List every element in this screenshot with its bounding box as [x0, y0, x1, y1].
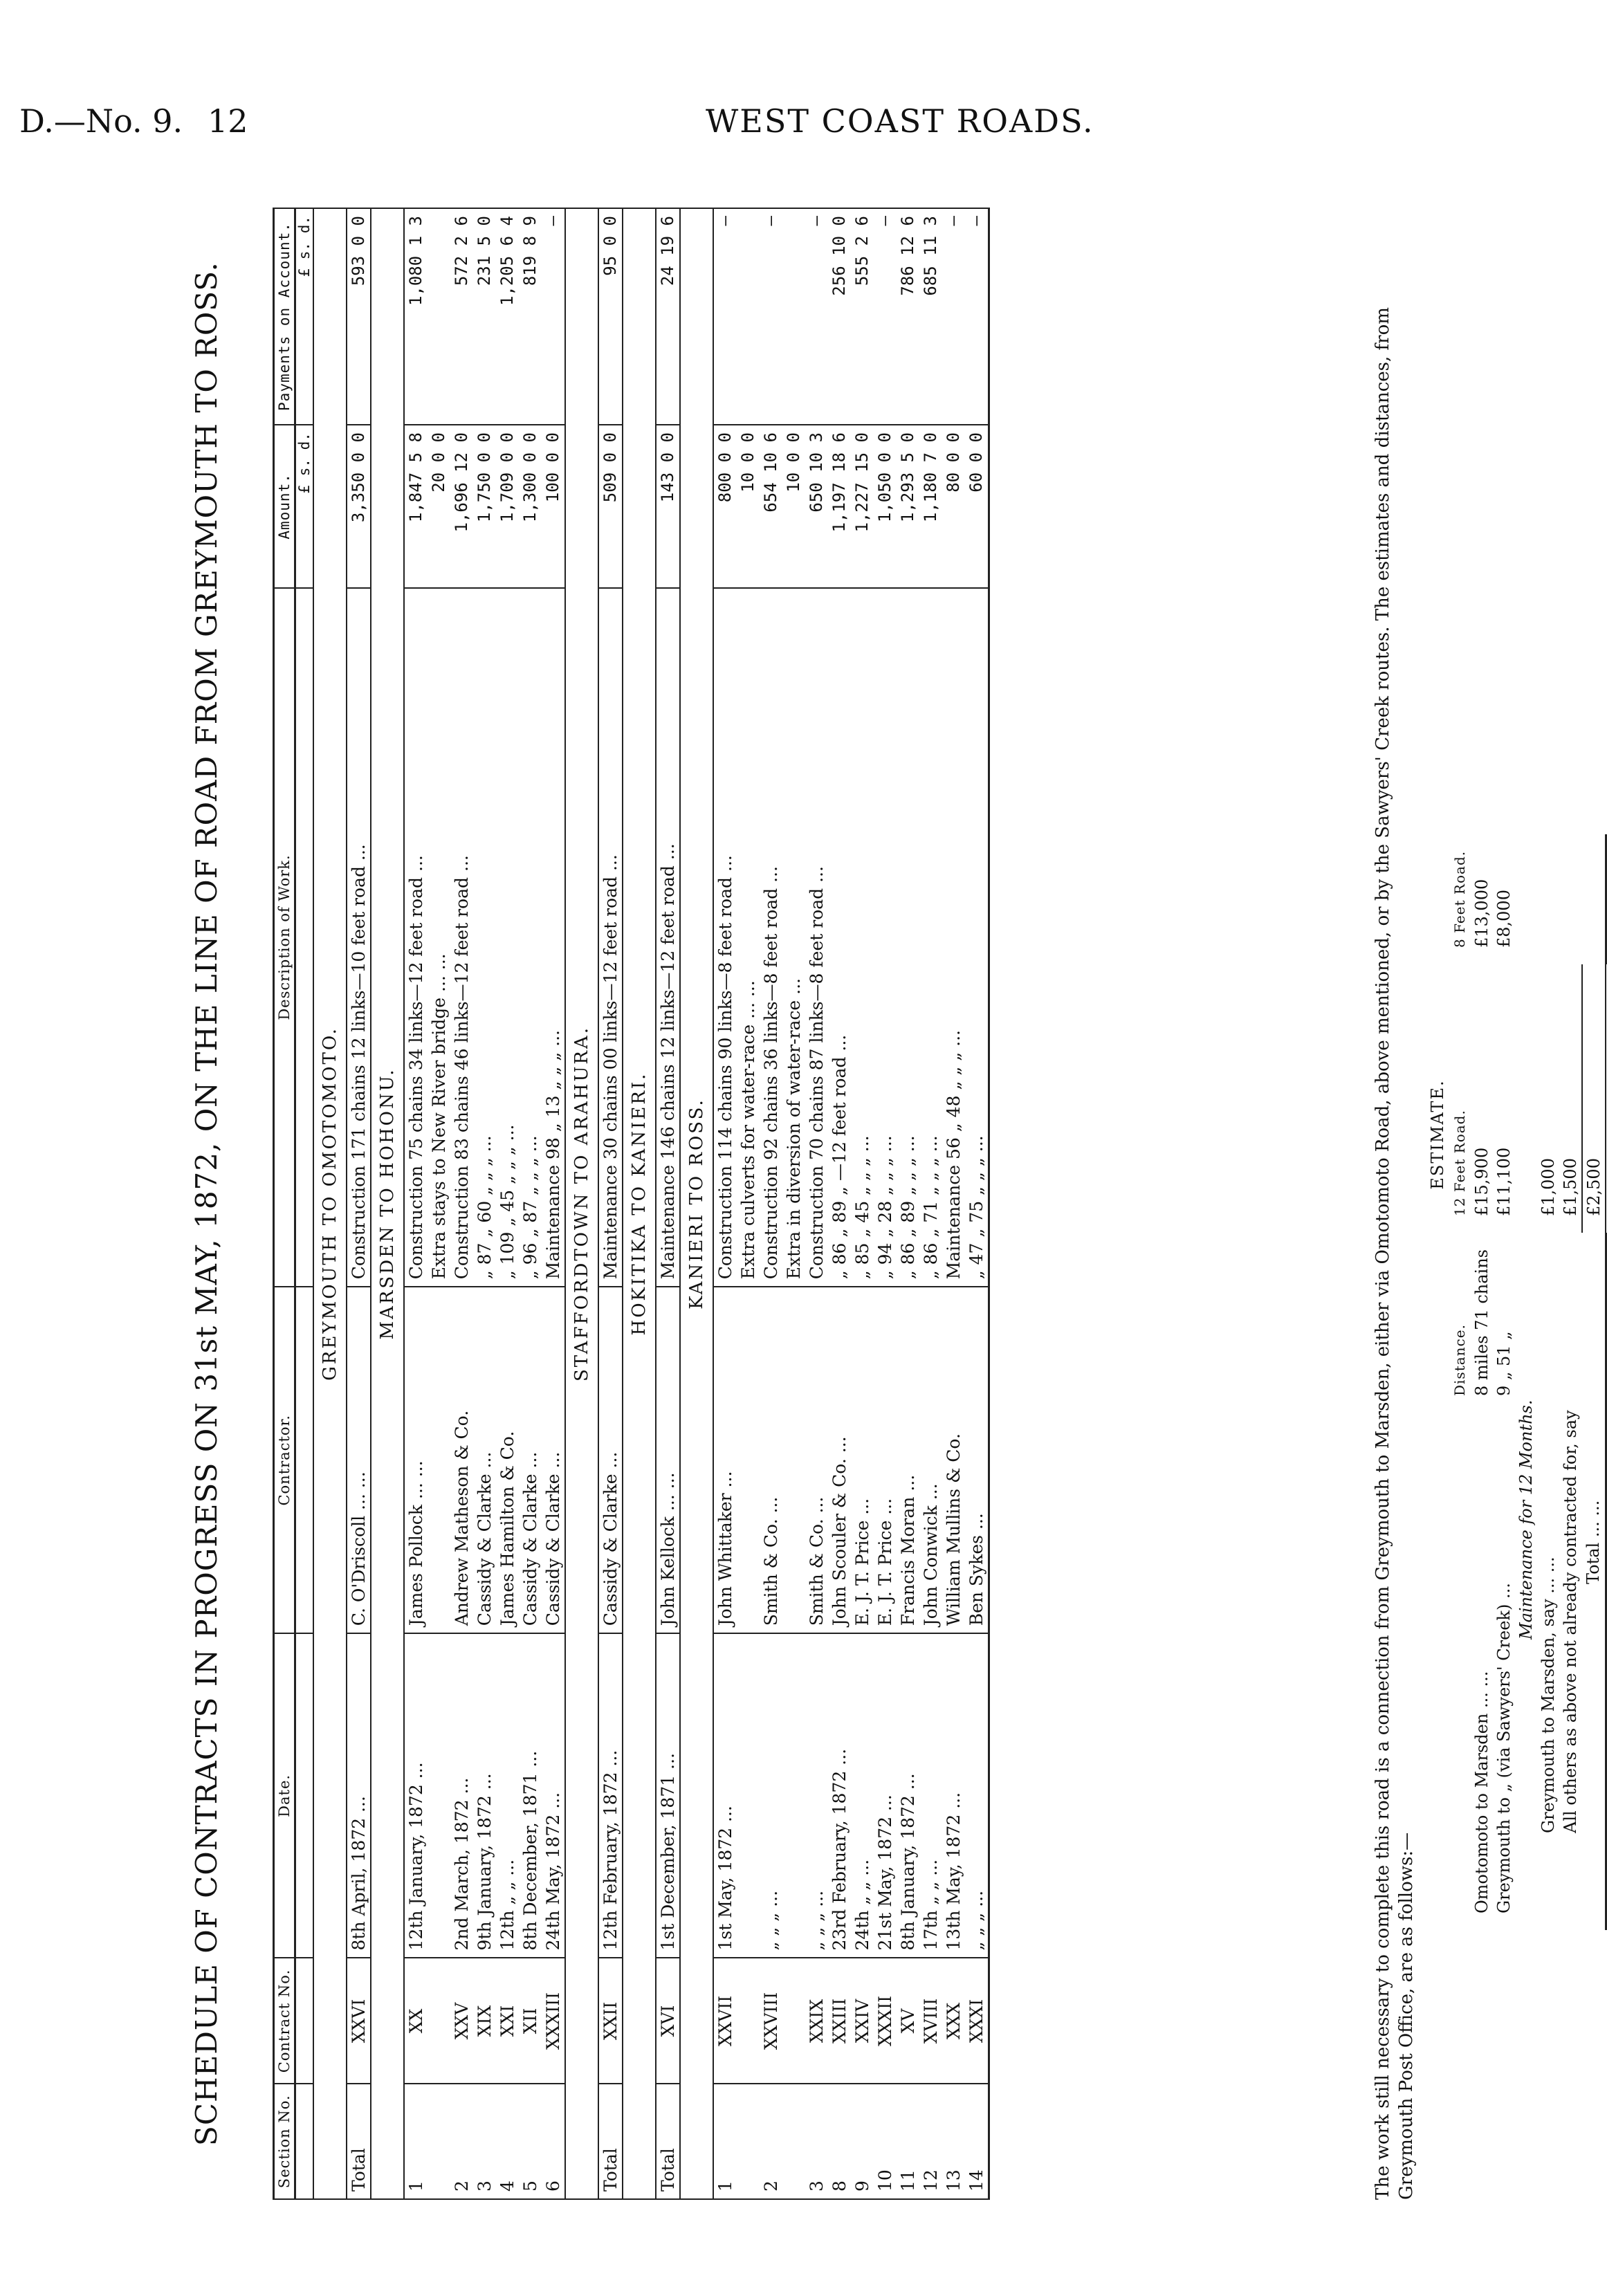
- table-row: [598, 208, 623, 2199]
- contractor-cell: John Whittaker ...: [713, 1287, 737, 1633]
- date-cell: 12th January, 1872 ...: [404, 1633, 428, 1958]
- contractor-cell: John Conwick ...: [919, 1287, 942, 1633]
- group-heading: HOKITIKA TO KANIERI.: [623, 208, 656, 2199]
- header-payments: Payments on Account.: [274, 208, 295, 425]
- contract-cell: XXVII: [713, 1958, 737, 2084]
- contract-cell: XXVI: [347, 1958, 371, 2084]
- amount-cell: 1,847 5 8: [404, 425, 428, 588]
- table-row: [450, 208, 473, 2199]
- description-cell: Maintenance 146 chains 12 links—12 feet road ...: [656, 588, 680, 1287]
- amount-cell: 1,696 12 0: [450, 425, 473, 588]
- contract-cell: [782, 1958, 805, 2084]
- contractor-cell: John Kellock ... ...: [656, 1287, 680, 1633]
- payment-cell: 819 8 9: [519, 208, 542, 425]
- contractor-cell: [428, 1287, 450, 1633]
- contract-cell: XII: [519, 1958, 542, 2084]
- maintenance-total-value: £2,500: [1582, 964, 1606, 1233]
- table-row: [782, 208, 805, 2199]
- description-cell: „ 86 „ 89 „ „ „ ...: [897, 588, 919, 1287]
- contract-cell: XXXI: [965, 1958, 989, 2084]
- payment-cell: [428, 208, 450, 425]
- estimate-header-row: [1449, 834, 1471, 1930]
- date-cell: 24th May, 1872 ...: [542, 1633, 565, 1958]
- section-cell: 1: [713, 2084, 737, 2199]
- date-cell: 12th „ „ ...: [496, 1633, 519, 1958]
- amount-currency: £ s. d.: [295, 425, 314, 588]
- table-row: [542, 208, 565, 2199]
- description-cell: Maintenance 30 chains 00 links—12 feet road ...: [598, 588, 623, 1287]
- description-cell: „ 85 „ 45 „ „ „ ...: [851, 588, 874, 1287]
- section-cell: Total: [656, 2084, 680, 2199]
- contract-cell: XIX: [473, 1958, 496, 2084]
- payment-cell: 1,205 6 4: [496, 208, 519, 425]
- maintenance-row: [1537, 834, 1559, 1930]
- section-cell: 2: [450, 2084, 473, 2199]
- date-cell: 13th May, 1872 ...: [942, 1633, 965, 1958]
- amount-cell: 80 0 0: [942, 425, 965, 588]
- description-cell: Construction 171 chains 12 links—10 feet road ...: [347, 588, 371, 1287]
- date-cell: 17th „ „ ...: [919, 1633, 942, 1958]
- estimate-8ft: £13,000: [1472, 879, 1491, 948]
- section-cell: 6: [542, 2084, 565, 2199]
- date-cell: [428, 1633, 450, 1958]
- date-cell: 9th January, 1872 ...: [473, 1633, 496, 1958]
- payment-cell: 555 2 6: [851, 208, 874, 425]
- amount-cell: 1,227 15 0: [851, 425, 874, 588]
- maintenance-row: [1559, 834, 1582, 1930]
- header-amount: Amount.: [274, 425, 295, 588]
- payment-cell: 1,080 1 3: [404, 208, 428, 425]
- payment-cell: —: [942, 208, 965, 425]
- estimate-8ft: £8,000: [1494, 890, 1514, 948]
- amount-cell: 1,293 5 0: [897, 425, 919, 588]
- table-header-row: [274, 208, 295, 2199]
- amount-cell: 1,750 0 0: [473, 425, 496, 588]
- contract-cell: XXXIII: [542, 1958, 565, 2084]
- amount-cell: 20 0 0: [428, 425, 450, 588]
- table-row: [828, 208, 851, 2199]
- estimate-row: [1471, 834, 1493, 1930]
- amount-cell: 1,300 0 0: [519, 425, 542, 588]
- contractor-cell: John Scouler & Co. ...: [828, 1287, 851, 1633]
- contractor-cell: Cassidy & Clarke ...: [598, 1287, 623, 1633]
- group-heading: MARSDEN TO HOHONU.: [371, 208, 404, 2199]
- description-cell: „ 86 „ 89 „ —12 feet road ...: [828, 588, 851, 1287]
- estimate-distance: 9 „ 51 „: [1494, 1331, 1514, 1396]
- header-contractor: Contractor.: [274, 1287, 295, 1633]
- payment-cell: —: [965, 208, 989, 425]
- contract-cell: XXII: [598, 1958, 623, 2084]
- schedule-title: SCHEDULE OF CONTRACTS IN PROGRESS ON 31st MAY, 1872, ON THE LINE OF ROAD FROM GREYMOUTH TO ROSS.: [190, 261, 223, 2146]
- table-row: [874, 208, 897, 2199]
- description-cell: Construction 83 chains 46 links—12 feet road ...: [450, 588, 473, 1287]
- table-row: [942, 208, 965, 2199]
- description-cell: Construction 92 chains 36 links—8 feet road ...: [760, 588, 782, 1287]
- amount-cell: 60 0 0: [965, 425, 989, 588]
- date-cell: 1st December, 1871 ...: [656, 1633, 680, 1958]
- description-cell: „ 86 „ 71 „ „ „ ...: [919, 588, 942, 1287]
- date-cell: 2nd March, 1872 ...: [450, 1633, 473, 1958]
- description-cell: Construction 114 chains 90 links—8 feet road ...: [713, 588, 737, 1287]
- section-cell: 3: [805, 2084, 828, 2199]
- description-cell: Maintenance 56 „ 48 „ „ „ ...: [942, 588, 965, 1287]
- payment-cell: 231 5 0: [473, 208, 496, 425]
- date-cell: [782, 1633, 805, 1958]
- contract-cell: XXI: [496, 1958, 519, 2084]
- contract-cell: XXIX: [805, 1958, 828, 2084]
- date-cell: „ „ „ ...: [965, 1633, 989, 1958]
- table-row: [897, 208, 919, 2199]
- group-heading: KANIERI TO ROSS.: [680, 208, 713, 2199]
- section-cell: 3: [473, 2084, 496, 2199]
- estimate-col-8ft: 8 Feet Road.: [1451, 850, 1468, 948]
- maintenance-label: Greymouth to Marsden, say ... ...: [1539, 1556, 1558, 1833]
- section-cell: 2: [760, 2084, 782, 2199]
- table-row: [428, 208, 450, 2199]
- footnote-text: The work still necessary to complete this road is a connection from Greymouth to Marsden, either via Omotomoto Road, above mentioned, or by the Sawyers' Creek routes. The estimates and distances, from Greymouth Post Office, are as follows:—: [1372, 307, 1417, 2200]
- section-cell: 14: [965, 2084, 989, 2199]
- contractor-cell: Francis Moran ...: [897, 1287, 919, 1633]
- payment-cell: —: [874, 208, 897, 425]
- section-cell: [428, 2084, 450, 2199]
- payment-cell: —: [713, 208, 737, 425]
- amount-cell: 800 0 0: [713, 425, 737, 588]
- contract-cell: XXIV: [851, 1958, 874, 2084]
- estimate-col-distance: Distance.: [1451, 1324, 1468, 1396]
- section-cell: 13: [942, 2084, 965, 2199]
- table-row: [404, 208, 428, 2199]
- group-heading-row: [565, 208, 598, 2199]
- contract-cell: [428, 1958, 450, 2084]
- payment-cell: 786 12 6: [897, 208, 919, 425]
- section-cell: 1: [404, 2084, 428, 2199]
- payment-cell: 593 0 0: [347, 208, 371, 425]
- section-cell: 4: [496, 2084, 519, 2199]
- table-row: [347, 208, 371, 2199]
- amount-cell: 1,180 7 0: [919, 425, 942, 588]
- contract-cell: XXV: [450, 1958, 473, 2084]
- payment-cell: [737, 208, 760, 425]
- date-cell: 21st May, 1872 ...: [874, 1633, 897, 1958]
- table-row: [737, 208, 760, 2199]
- payment-cell: —: [542, 208, 565, 425]
- contractor-cell: E. J. T. Price ...: [851, 1287, 874, 1633]
- table-row: [519, 208, 542, 2199]
- group-heading-row: [680, 208, 713, 2199]
- section-cell: 12: [919, 2084, 942, 2199]
- description-cell: „ 96 „ 87 „ „ „ ...: [519, 588, 542, 1287]
- contract-cell: XX: [404, 1958, 428, 2084]
- date-cell: [737, 1633, 760, 1958]
- footnote: [1371, 208, 1418, 2200]
- table-row: [851, 208, 874, 2199]
- contract-cell: [737, 1958, 760, 2084]
- contracts-table: [273, 208, 990, 2200]
- description-cell: Construction 75 chains 34 links—12 feet road ...: [404, 588, 428, 1287]
- section-cell: 11: [897, 2084, 919, 2199]
- amount-cell: 509 0 0: [598, 425, 623, 588]
- table-row: [713, 208, 737, 2199]
- contract-cell: XVI: [656, 1958, 680, 2084]
- contractor-cell: William Mullins & Co.: [942, 1287, 965, 1633]
- date-cell: 8th January, 1872 ...: [897, 1633, 919, 1958]
- table-row: [656, 208, 680, 2199]
- payment-cell: 685 11 3: [919, 208, 942, 425]
- amount-cell: 143 0 0: [656, 425, 680, 588]
- section-cell: 9: [851, 2084, 874, 2199]
- amount-cell: 3,350 0 0: [347, 425, 371, 588]
- date-cell: 8th December, 1871 ...: [519, 1633, 542, 1958]
- estimate-heading: ESTIMATE.: [1428, 1079, 1447, 1190]
- contractor-cell: Andrew Matheson & Co.: [450, 1287, 473, 1633]
- payment-cell: [782, 208, 805, 425]
- table-row: [473, 208, 496, 2199]
- date-cell: „ „ „ ...: [805, 1633, 828, 1958]
- amount-cell: 10 0 0: [737, 425, 760, 588]
- maintenance-value: £1,000: [1539, 1158, 1558, 1217]
- date-cell: 24th „ „ ...: [851, 1633, 874, 1958]
- contractor-cell: Cassidy & Clarke ...: [542, 1287, 565, 1633]
- description-cell: Extra culverts for water-race ... ...: [737, 588, 760, 1287]
- contract-cell: XV: [897, 1958, 919, 2084]
- contractor-cell: James Pollock ... ...: [404, 1287, 428, 1633]
- page-reference: D.—No. 9.: [19, 102, 183, 140]
- table-row: [919, 208, 942, 2199]
- amount-cell: 1,709 0 0: [496, 425, 519, 588]
- maintenance-value: £1,500: [1559, 964, 1582, 1233]
- page-number: 12: [208, 102, 248, 140]
- contract-cell: XXVIII: [760, 1958, 782, 2084]
- description-cell: Extra in diversion of water-race ...: [782, 588, 805, 1287]
- running-title: WEST COAST ROADS.: [706, 102, 1094, 140]
- payment-cell: 24 19 6: [656, 208, 680, 425]
- date-cell: 23rd February, 1872 ...: [828, 1633, 851, 1958]
- table-row: [496, 208, 519, 2199]
- table-row: [805, 208, 828, 2199]
- amount-cell: 100 0 0: [542, 425, 565, 588]
- estimate-12ft: £11,100: [1494, 1147, 1514, 1217]
- contractor-cell: Cassidy & Clarke ...: [473, 1287, 496, 1633]
- group-heading-row: [313, 208, 347, 2199]
- table-body: [295, 208, 989, 2199]
- description-cell: „ 47 „ 75 „ „ „ ...: [965, 588, 989, 1287]
- description-cell: Maintenance 98 „ 13 „ „ „ ...: [542, 588, 565, 1287]
- contractor-cell: [782, 1287, 805, 1633]
- payment-currency: £ s. d.: [295, 208, 314, 425]
- payment-cell: —: [805, 208, 828, 425]
- section-cell: Total: [347, 2084, 371, 2199]
- estimate-label: Omotomoto to Marsden ... ...: [1472, 1671, 1491, 1913]
- estimate-table: [1449, 834, 1607, 1930]
- header-date: Date.: [274, 1633, 295, 1958]
- payment-cell: 572 2 6: [450, 208, 473, 425]
- section-cell: 8: [828, 2084, 851, 2199]
- group-heading-row: [623, 208, 656, 2199]
- estimate-block: [1426, 339, 1607, 1930]
- contractor-cell: C. O'Driscoll ... ...: [347, 1287, 371, 1633]
- amount-cell: 10 0 0: [782, 425, 805, 588]
- header-contract: Contract No.: [274, 1958, 295, 2084]
- estimate-12ft: £15,900: [1472, 1147, 1491, 1217]
- maintenance-heading: Maintenance for 12 Months.: [1516, 1399, 1536, 1640]
- contractor-cell: [737, 1287, 760, 1633]
- header-description: Description of Work.: [274, 588, 295, 1287]
- header-section: Section No.: [274, 2084, 295, 2199]
- rotated-page-content: [181, 201, 1604, 2207]
- maintenance-heading-row: [1515, 834, 1537, 1930]
- contract-cell: XXXII: [874, 1958, 897, 2084]
- section-cell: 10: [874, 2084, 897, 2199]
- description-cell: „ 87 „ 60 „ „ „ ...: [473, 588, 496, 1287]
- estimate-label: Greymouth to „ (via Sawyers' Creek) ...: [1494, 1583, 1514, 1913]
- contract-cell: XVIII: [919, 1958, 942, 2084]
- contractor-cell: Smith & Co. ...: [805, 1287, 828, 1633]
- estimate-col-12ft: 12 Feet Road.: [1451, 1110, 1468, 1217]
- group-heading-row: [371, 208, 404, 2199]
- group-heading: GREYMOUTH TO OMOTOMOTO.: [313, 208, 347, 2199]
- estimate-distance: 8 miles 71 chains: [1472, 1249, 1491, 1396]
- date-cell: 12th February, 1872 ...: [598, 1633, 623, 1958]
- contractor-cell: Cassidy & Clarke ...: [519, 1287, 542, 1633]
- date-cell: „ „ „ ...: [760, 1633, 782, 1958]
- payment-cell: 256 10 0: [828, 208, 851, 425]
- section-cell: [737, 2084, 760, 2199]
- table-row: [760, 208, 782, 2199]
- amount-cell: 654 10 6: [760, 425, 782, 588]
- payment-cell: 95 0 0: [598, 208, 623, 425]
- contract-cell: XXX: [942, 1958, 965, 2084]
- contractor-cell: Ben Sykes ...: [965, 1287, 989, 1633]
- contract-cell: XXIII: [828, 1958, 851, 2084]
- estimate-row: [1493, 834, 1515, 1930]
- maintenance-total-label: Total ... ...: [1582, 1233, 1606, 1930]
- description-cell: „ 94 „ 28 „ „ „ ...: [874, 588, 897, 1287]
- table-row: [965, 208, 989, 2199]
- description-cell: Extra stays to New River bridge ... ...: [428, 588, 450, 1287]
- contractor-cell: James Hamilton & Co.: [496, 1287, 519, 1633]
- currency-row: [295, 208, 314, 2199]
- amount-cell: 1,050 0 0: [874, 425, 897, 588]
- maintenance-label: All others as above not already contracted for, say: [1561, 1410, 1580, 1833]
- payment-cell: —: [760, 208, 782, 425]
- maintenance-total-row: [1582, 834, 1606, 1930]
- date-cell: 8th April, 1872 ...: [347, 1633, 371, 1958]
- contractor-cell: E. J. T. Price ...: [874, 1287, 897, 1633]
- description-cell: Construction 70 chains 87 links—8 feet road ...: [805, 588, 828, 1287]
- section-cell: 5: [519, 2084, 542, 2199]
- section-cell: Total: [598, 2084, 623, 2199]
- group-heading: STAFFORDTOWN TO ARAHURA.: [565, 208, 598, 2199]
- section-cell: [782, 2084, 805, 2199]
- date-cell: 1st May, 1872 ...: [713, 1633, 737, 1958]
- amount-cell: 650 10 3: [805, 425, 828, 588]
- amount-cell: 1,197 18 6: [828, 425, 851, 588]
- description-cell: „ 109 „ 45 „ „ „ ...: [496, 588, 519, 1287]
- contractor-cell: Smith & Co. ...: [760, 1287, 782, 1633]
